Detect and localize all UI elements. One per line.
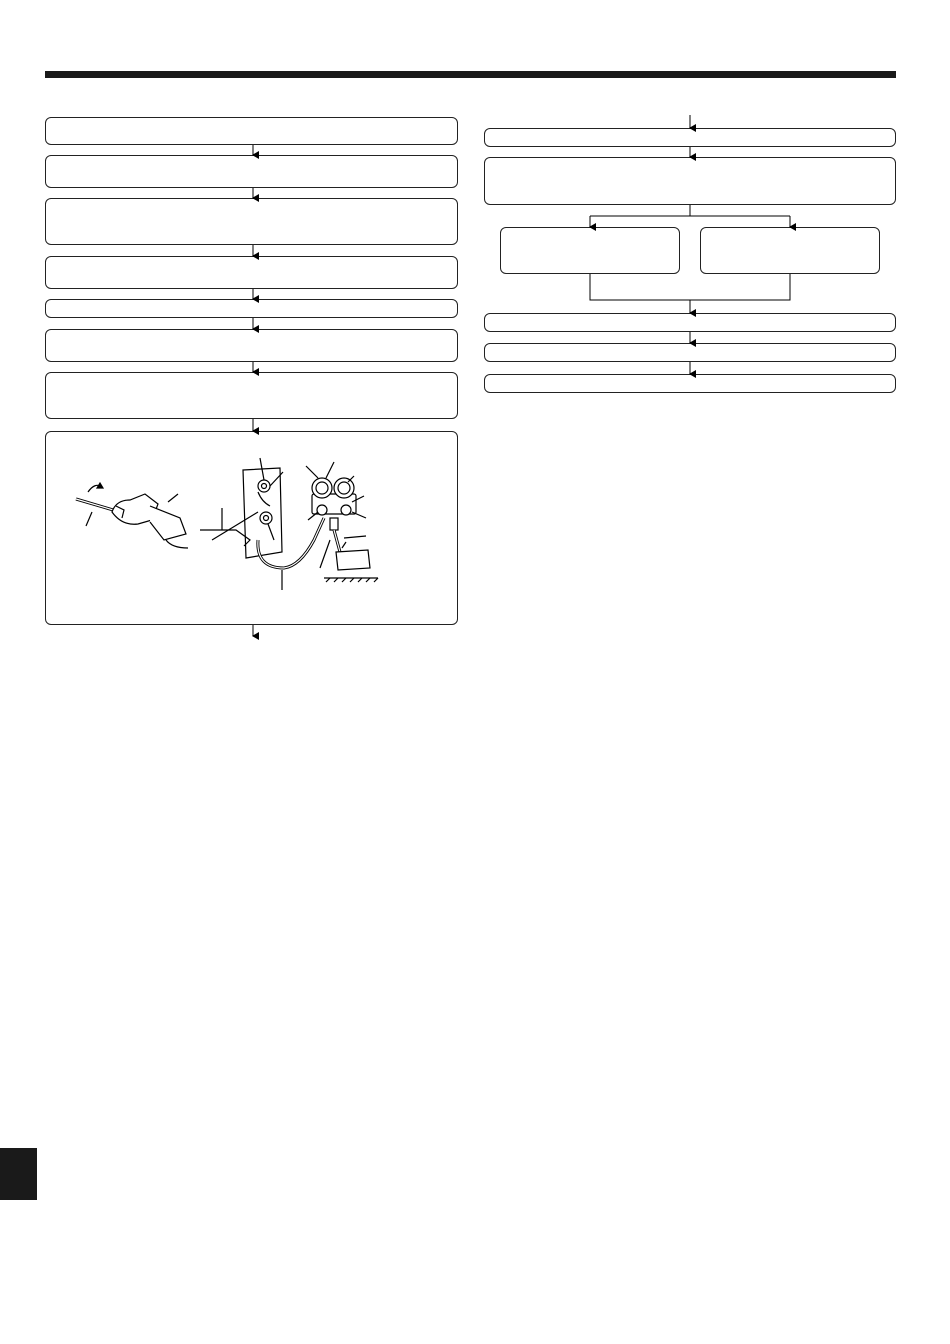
gauge-manifold-icon [306, 462, 366, 530]
vacuum-pump-icon [324, 536, 378, 582]
hex-key-icon [76, 483, 120, 526]
stop-valve-icon [200, 458, 283, 558]
flare-nut-icon [112, 494, 188, 548]
merge-lines [590, 274, 790, 300]
